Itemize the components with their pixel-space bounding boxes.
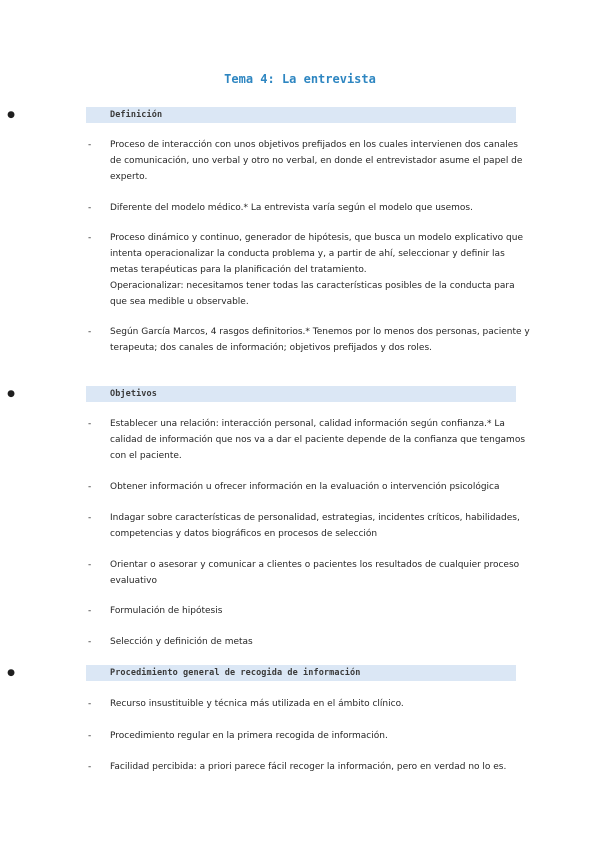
item-text: Proceso de interacción con unos objetivos prefijados en los cuales intervienen dos canales de comunicación, uno verbal y otro no verbal, en donde el entrevistador asume el papel de experto. (110, 140, 523, 182)
bullet-icon: ● (7, 668, 15, 678)
dash-marker: - (88, 327, 92, 337)
item-text: Facilidad percibida: a priori parece fácil recoger la información, pero en verdad no lo es. (110, 762, 507, 772)
list-item (88, 557, 530, 589)
section-heading-objetivos (7, 386, 516, 402)
list-item (88, 137, 530, 185)
list-item (88, 479, 530, 495)
section-heading-definicion (7, 107, 516, 123)
dash-marker: - (88, 203, 92, 213)
list-item (88, 324, 530, 356)
dash-marker: - (88, 233, 92, 243)
section-heading-label: Objetivos (110, 389, 157, 399)
bullet-icon: ● (7, 110, 15, 120)
list-item (88, 759, 530, 775)
dash-marker: - (88, 560, 92, 570)
bullet-icon: ● (7, 389, 15, 399)
item-text: Proceso dinámico y continuo, generador de hipótesis, que busca un modelo explicativo que intenta operacionalizar la conducta problema y, a partir de ahí, seleccionar y definir las metas terapéuticas para la planificación del tratamiento. (110, 233, 523, 275)
list-item (88, 603, 530, 619)
list-item (88, 416, 530, 464)
section-heading-label: Definición (110, 110, 163, 120)
dash-marker: - (88, 606, 92, 616)
item-text: Diferente del modelo médico.* La entrevista varía según el modelo que usemos. (110, 203, 473, 213)
dash-marker: - (88, 513, 92, 523)
dash-marker: - (88, 637, 92, 647)
section-heading-procedimiento (7, 665, 516, 681)
dash-marker: - (88, 419, 92, 429)
dash-marker: - (88, 482, 92, 492)
list-item (88, 728, 530, 744)
item-text: Recurso insustituible y técnica más utilizada en el ámbito clínico. (110, 699, 404, 709)
section-heading-label: Procedimiento general de recogida de información (110, 668, 361, 678)
dash-marker: - (88, 731, 92, 741)
item-text: Selección y definición de metas (110, 637, 253, 647)
dash-marker: - (88, 140, 92, 150)
list-item (88, 200, 530, 216)
list-item (88, 510, 530, 542)
item-text: Procedimiento regular en la primera recogida de información. (110, 731, 388, 741)
list-item (88, 230, 530, 310)
item-text: Orientar o asesorar y comunicar a clientes o pacientes los resultados de cualquier proceso evaluativo (110, 560, 520, 586)
item-text: Según García Marcos, 4 rasgos definitorios.* Tenemos por lo menos dos personas, paciente y terapeuta; dos canales de información; objetivos prefijados y dos roles. (110, 327, 530, 353)
dash-marker: - (88, 762, 92, 772)
item-text-extra: Operacionalizar: necesitamos tener todas las características posibles de la conducta para que sea medible u observable. (110, 281, 515, 307)
page-title: Tema 4: La entrevista (224, 72, 376, 86)
item-text: Indagar sobre características de personalidad, estrategias, incidentes críticos, habilidades, competencias y datos biográficos en procesos de selección (110, 513, 520, 539)
list-item (88, 634, 530, 650)
dash-marker: - (88, 699, 92, 709)
item-text: Obtener información u ofrecer información en la evaluación o intervención psicológica (110, 482, 500, 492)
item-text: Formulación de hipótesis (110, 606, 223, 616)
item-text: Establecer una relación: interacción personal, calidad información según confianza.* La calidad de información que nos va a dar el paciente depende de la confianza que tengamos con el paciente. (110, 419, 526, 461)
list-item (88, 696, 530, 712)
